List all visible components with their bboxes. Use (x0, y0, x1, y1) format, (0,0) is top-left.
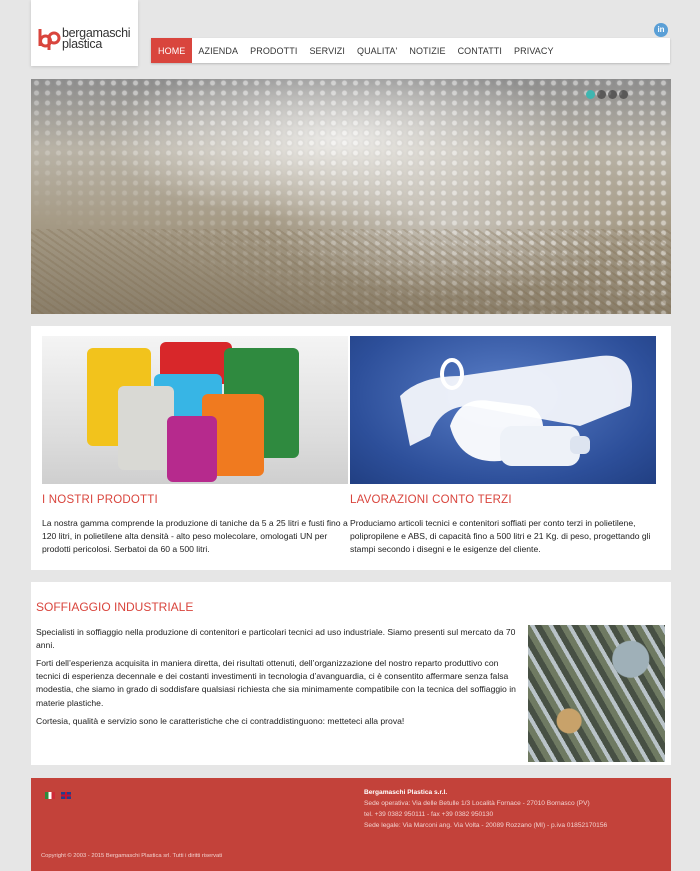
main-nav (151, 38, 670, 63)
soffiaggio-section (31, 582, 671, 765)
logo-text-line1: bergamaschi (62, 26, 131, 40)
lavorazioni-text: Produciamo articoli tecnici e contenitori soffiati per conto terzi in polietilene, polipropilene e ABS, di capacità fino a 500 litri e 21 Kg. di peso, progettando gli stampi secondo i disegni e le esigenze del cliente. (350, 518, 651, 555)
footer-sede-legale: Sede legale: Via Marconi ang. Via Volta - 20089 Rozzano (MI) - p.iva 01852170156 (364, 822, 608, 829)
products-section (31, 326, 671, 570)
soffiaggio-title: SOFFIAGGIO INDUSTRIALE (36, 600, 194, 614)
footer (31, 778, 671, 871)
slider-dot[interactable] (586, 90, 595, 99)
english-flag-icon[interactable] (61, 792, 71, 799)
sand-texture (31, 229, 671, 314)
slider-pagination (586, 90, 628, 99)
nav-item-prodotti[interactable]: PRODOTTI (250, 45, 298, 56)
nav-item-servizi[interactable]: SERVIZI (309, 45, 345, 56)
nav-item-notizie[interactable]: NOTIZIE (409, 45, 446, 56)
nav-item-azienda[interactable]: AZIENDA (198, 45, 239, 56)
soffiaggio-paragraph-3: Cortesia, qualità e servizio sono le caratteristiche che ci contraddistinguono: metteteci alla prova! (36, 716, 405, 726)
footer-company-name: Bergamaschi Plastica s.r.l. (364, 789, 448, 796)
linkedin-icon[interactable]: in (654, 23, 668, 37)
nav-item-home[interactable]: HOME (151, 38, 192, 63)
blow-molded-parts-illustration (350, 336, 656, 484)
nav-item-privacy[interactable]: PRIVACY (514, 45, 554, 56)
nav-item-contatti[interactable]: CONTATTI (457, 45, 503, 56)
products-text: La nostra gamma comprende la produzione di taniche da 5 a 25 litri e fusti fino a 120 litri, in polietilene alta densità - alto peso molecolare, omologati UN per prodotti pericolosi. Serbatoi da 60 a 500 litri. (42, 518, 348, 555)
footer-sede-operativa: Sede operativa: Via delle Betulle 1/3 Località Fornace - 27010 Bornasco (PV) (364, 800, 590, 807)
products-title[interactable]: I NOSTRI PRODOTTI (42, 494, 158, 506)
slider-dot[interactable] (597, 90, 606, 99)
soffiaggio-paragraph-2: Forti dell’esperienza acquisita in maniera diretta, dei risultati ottenuti, dell’organizzazione del nostro reparto produttivo con tecnici di esperienza decennale e dei costanti investimenti in tecnologia d’avanguardia, ci è consentito affermare senza falsa modestia, che siamo in grado di soddisfare qualsiasi richiesta che sia minimamente compatibile con la tecnica del soffiaggio in materie plastiche. (36, 658, 516, 708)
logo[interactable] (31, 0, 138, 66)
footer-contacts: tel. +39 0382 950111 - fax +39 0382 950130 (364, 811, 494, 818)
soffiaggio-paragraph-1: Specialisti in soffiaggio nella produzione di contenitori e particolari tecnici ad uso industriale. Siamo presenti sul mercato da 70 anni. (36, 627, 516, 651)
lavorazioni-title[interactable]: LAVORAZIONI CONTO TERZI (350, 494, 512, 506)
slider-dot[interactable] (619, 90, 628, 99)
nav-item-qualita[interactable]: QUALITA' (356, 45, 398, 56)
technical-parts-image[interactable] (350, 336, 656, 484)
language-switcher (45, 792, 71, 799)
jerrycans-image[interactable] (42, 336, 348, 484)
logo-text-line2: plastica (62, 37, 102, 51)
italian-flag-icon[interactable] (45, 792, 55, 799)
footer-copyright: Copyright © 2003 - 2015 Bergamaschi Plastica srl. Tutti i diritti riservati (41, 853, 223, 859)
hero-slider-image (31, 79, 671, 314)
slider-dot[interactable] (608, 90, 617, 99)
logo-mark-icon (37, 27, 61, 51)
blow-molding-machine-image (528, 625, 665, 762)
